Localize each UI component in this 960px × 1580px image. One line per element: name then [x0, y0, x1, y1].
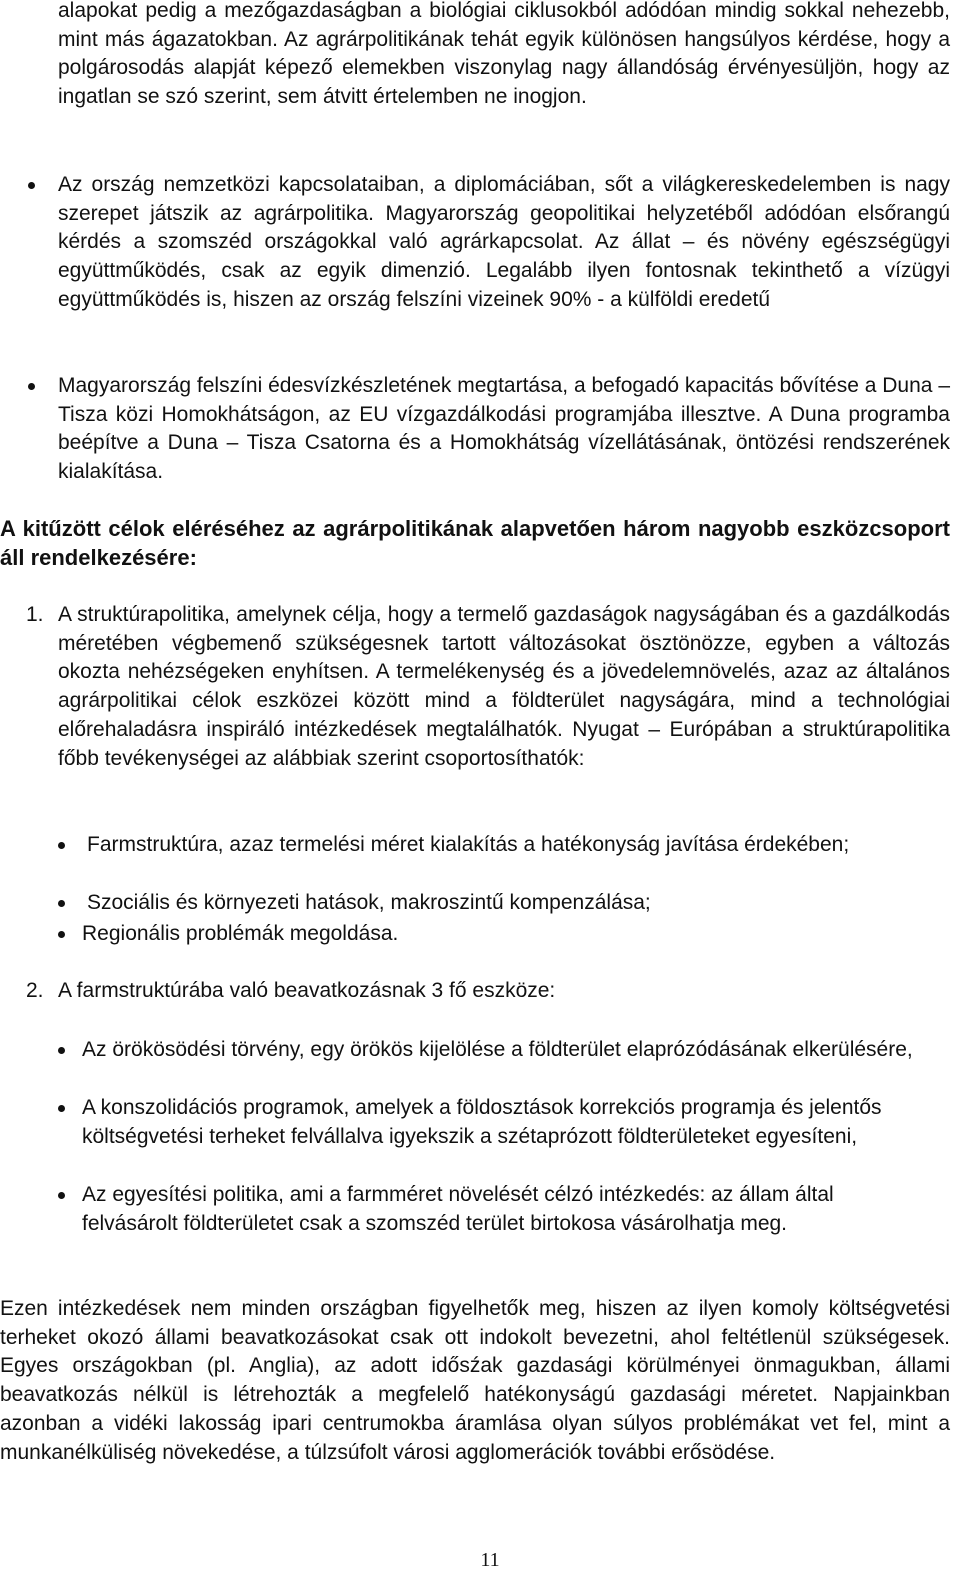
item-text: A farmstruktúrába való beavatkozásnak 3 fő eszköze:: [58, 979, 556, 1002]
item-number: 2.: [26, 979, 44, 1002]
sub-item-text: Az örökösödési törvény, egy örökös kijelölése a földterület elaprózódásának elkerülésére,: [82, 1038, 913, 1061]
item-number: 1.: [26, 603, 44, 626]
closing-text: Ezen intézkedések nem minden országban figyelhetők meg, hiszen az ilyen komoly költségvetési terheket okozó állami beavatkozásokat csak ott indokolt bevezetni, ahol feltétlenül szükségesek. Egyes országokban (pl. Anglia), az adott idősźak gazdasági körülményei önmagukban, állami beavatkozás nélkül is létrehozták a megfelelő hatékonyságú gazdasági méretet. Napjainkban azonban a vidéki lakosság ipari centrumokba áramlása olyan súlyos problémákat vet fel, mint a munkanélküliség növekedése, a túlzsúfolt városi agglomerációk további erősödése.: [0, 1297, 950, 1464]
sub-list-item: [0, 1094, 950, 1151]
bullet-dot-icon: [28, 383, 35, 390]
sub-list-item: [0, 831, 950, 860]
bullet-text: Magyarország felszíni édesvízkészletének megtartása, a befogadó kapacitás bővítése a Duna – Tisza közi Homokhátságon, az EU vízgazdálkodási programjába illesztve. A Duna programba beépítve a Duna – Tisza Csatorna és a Homokhátság vízellátásának, öntözési rendszerének kialakítása.: [58, 374, 950, 484]
sub-item-text: Az egyesítési politika, ami a farmméret növelését célzó intézkedés: az állam által felvásárolt földterületet csak a szomszéd terület birtokosa vásárolhatja meg.: [82, 1183, 834, 1235]
page-number: 11: [480, 1549, 500, 1571]
item-text: A struktúrapolitika, amelynek célja, hogy a termelő gazdaságok nagyságában és a gazdálkodás méretében végbemenő szükségesnek tartott változásokat ösztönözze, egyben a változás okozta nehézségeken enyhítsen. A termelékenység és a jövedelemnövelés, azaz az általános agrárpolitikai célok eszközei között mind a földterület nagyságára, mind a technológiai előrehaladásra inspiráló intézkedések megtalálhatók. Nyugat – Európában a struktúrapolitika főbb tevékenységei az alábbiak szerint csoportosíthatók:: [58, 603, 950, 770]
sub-item-text: Szociális és környezeti hatások, makroszintű kompenzálása;: [87, 891, 651, 914]
bullet-dot-icon: [58, 1105, 65, 1112]
bullet-dot-icon: [58, 1047, 65, 1054]
numbered-item-2: [0, 977, 950, 1006]
bullet-dot-icon: [58, 842, 65, 849]
bullet-dot-icon: [58, 1192, 65, 1199]
numbered-item-1: [0, 601, 950, 773]
intro-text: alapokat pedig a mezőgazdaságban a biológiai ciklusokból adódóan mindig sokkal nehezebb, mint más ágazatokban. Az agrárpolitikának tehát egyik különösen hangsúlyos kérdése, hogy a polgárosodás alapját képező elemekben viszonylag nagy állandóság érvényesüljön, hogy az ingatlan se szó szerint, sem átvitt értelemben ne inogjon.: [58, 0, 950, 109]
section-heading-text: A kitűzött célok eléréséhez az agrárpolitikának alapvetően három nagyobb eszközcsoport áll rendelkezésére:: [0, 516, 950, 570]
sub-item-text: Regionális problémák megoldása.: [82, 922, 399, 945]
sub-item-text: Farmstruktúra, azaz termelési méret kialakítás a hatékonyság javítása érdekében;: [87, 833, 850, 856]
sub-list-item: [0, 920, 950, 949]
bullet-text: Az ország nemzetközi kapcsolataiban, a diplomáciában, sőt a világkereskedelemben is nagy szerepet játszik az agrárpolitika. Magyarország geopolitikai helyzetéből adódóan elsőrangú kérdés a szomszéd országokkal való agrárkapcsolat. Az állat – és növény egészségügyi együttműködés, csak az egyik dimenzió. Legalább ilyen fontosnak tekinthető a vízügyi együttműködés is, hiszen az ország felszíni vizeinek 90% - a külföldi eredetű: [58, 173, 950, 311]
sub-list-item: [0, 1036, 950, 1065]
bullet-item: [0, 171, 950, 315]
sub-list-item: [0, 889, 950, 918]
sub-list-item: [0, 1181, 950, 1238]
bullet-item: [0, 372, 950, 487]
bullet-dot-icon: [58, 931, 65, 938]
sub-item-text: A konszolidációs programok, amelyek a földosztások korrekciós programja és jelentős költségvetési terheket felvállalva igyekszik a szétaprózott földterületeket egyesíteni,: [82, 1096, 882, 1148]
intro-paragraph: [58, 0, 950, 112]
bullet-dot-icon: [58, 900, 65, 907]
bullet-dot-icon: [28, 182, 35, 189]
closing-paragraph: [0, 1295, 950, 1467]
section-heading: [0, 514, 950, 572]
